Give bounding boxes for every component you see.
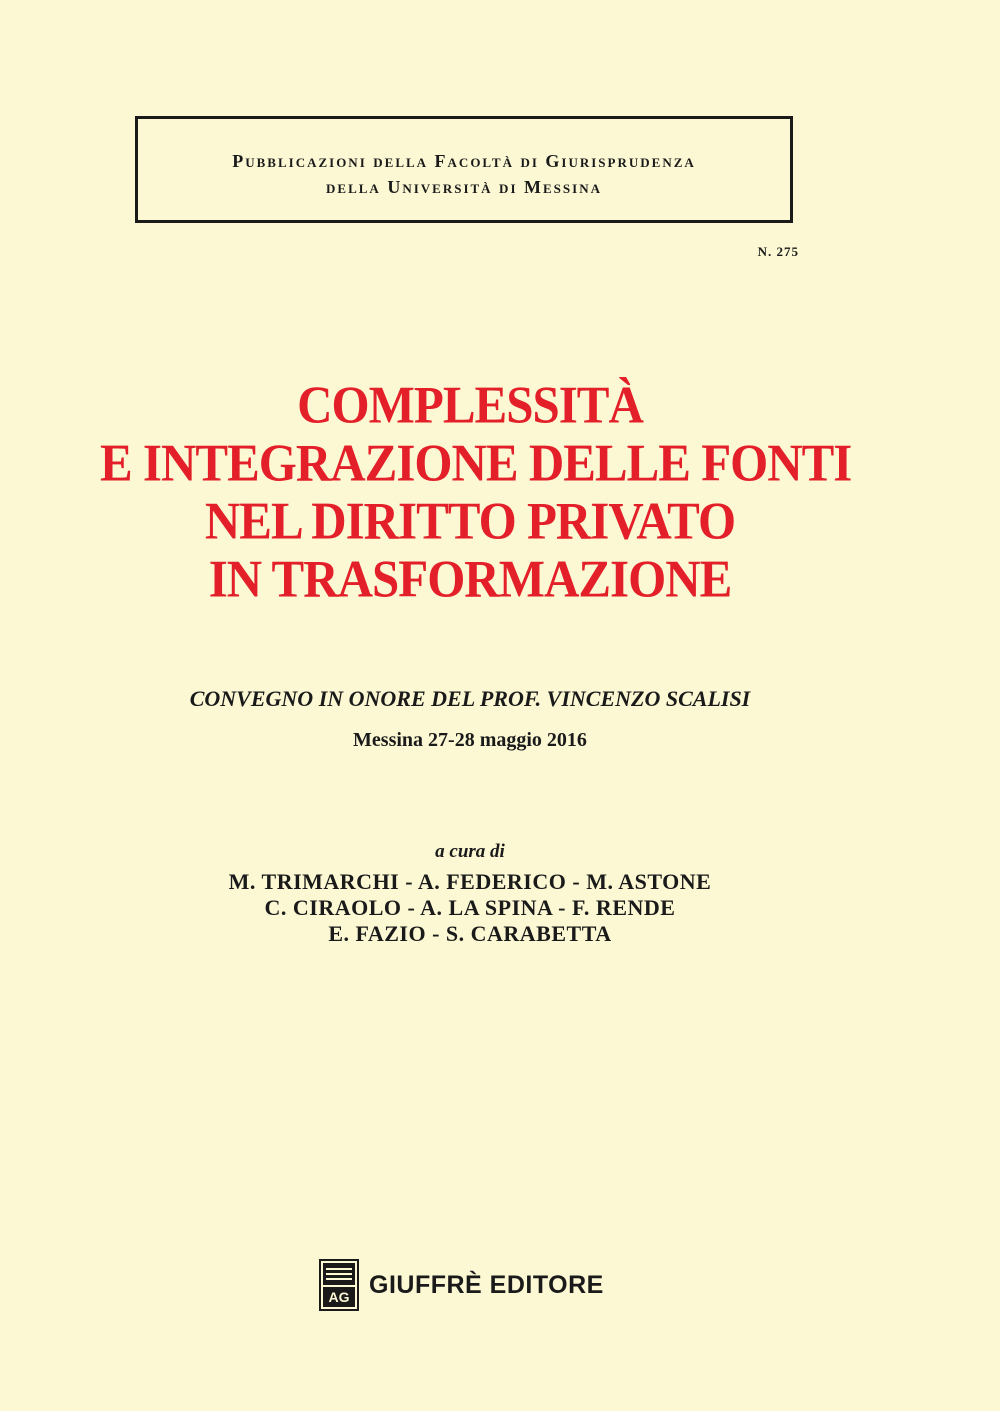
conference-subtitle: CONVEGNO IN ONORE DEL PROF. VINCENZO SCALISI	[189, 686, 751, 711]
conference-date: Messina 27-28 maggio 2016	[353, 729, 587, 751]
series-title-line-2: della Università di Messina	[326, 177, 602, 197]
series-header-box	[135, 116, 793, 223]
book-title	[100, 374, 852, 609]
logo-emblem	[323, 1263, 355, 1285]
editors-line-2: C. CIRAOLO - A. LA SPINA - F. RENDE	[264, 895, 676, 920]
editors-line-1: M. TRIMARCHI - A. FEDERICO - M. ASTONE	[228, 869, 712, 894]
series-title-line-1: Pubblicazioni della Facoltà di Giurisprudenza	[232, 151, 696, 171]
editors-line-3: E. FAZIO - S. CARABETTA	[328, 921, 612, 946]
editors-list	[100, 869, 840, 947]
publisher-imprint	[319, 1258, 604, 1312]
publisher-name: GIUFFRÈ EDITORE	[369, 1270, 604, 1299]
logo-monogram: AG	[323, 1287, 355, 1307]
book-title-line-4: IN TRASFORMAZIONE	[208, 548, 732, 609]
editors-intro: a cura di	[435, 841, 505, 862]
book-title-line-1: COMPLESSITÀ	[297, 374, 643, 435]
book-title-line-3: NEL DIRITTO PRIVATO	[204, 490, 736, 551]
publisher-logo-icon	[319, 1259, 359, 1311]
series-number: N. 275	[757, 244, 799, 259]
book-title-line-2: E INTEGRAZIONE DELLE FONTI	[100, 432, 852, 493]
